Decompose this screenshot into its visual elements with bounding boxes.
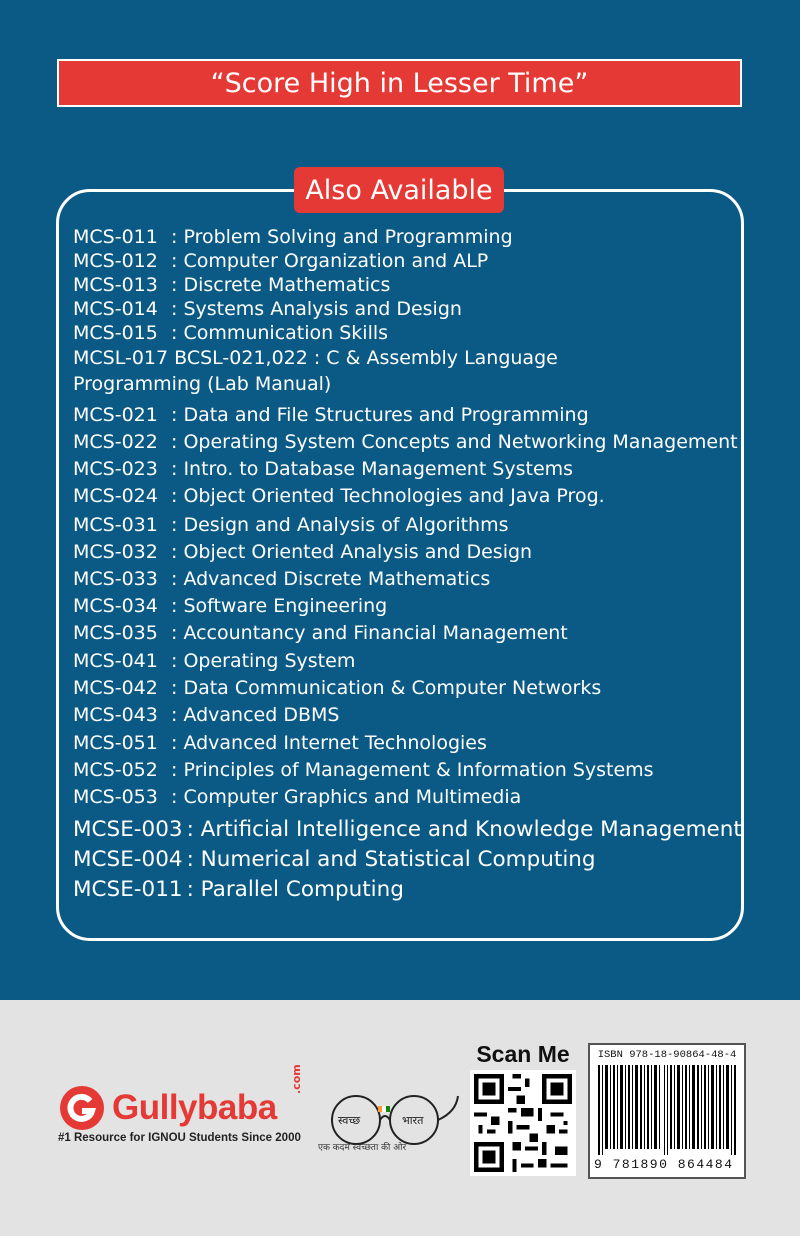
swachh-tagline: एक कदम स्वच्छता की ओर bbox=[318, 1143, 407, 1153]
list-item: MCS-011 : Problem Solving and Programming bbox=[73, 226, 513, 248]
barcode-icon bbox=[598, 1065, 736, 1155]
resource-line: #1 Resource for IGNOU Students Since 2000 bbox=[58, 1132, 301, 1144]
list-item: Programming (Lab Manual) bbox=[73, 373, 332, 395]
list-item: MCS-034 : Software Engineering bbox=[73, 595, 388, 617]
tagline-text: “Score High in Lesser Time” bbox=[210, 67, 589, 99]
list-item: MCS-012 : Computer Organization and ALP bbox=[73, 250, 489, 272]
isbn-barcode bbox=[588, 1043, 746, 1179]
panel-title-text: Also Available bbox=[305, 174, 493, 206]
brand-name: Gullybaba bbox=[112, 1088, 277, 1127]
swachh-left-text: स्वच्छ bbox=[338, 1114, 361, 1127]
list-item: MCS-013 : Discrete Mathematics bbox=[73, 274, 391, 296]
list-item: MCS-032 : Object Oriented Analysis and Design bbox=[73, 541, 533, 563]
list-item: MCS-031 : Design and Analysis of Algorithms bbox=[73, 514, 509, 536]
list-item: MCSE-004 : Numerical and Statistical Computing bbox=[73, 847, 596, 872]
list-item: MCS-033 : Advanced Discrete Mathematics bbox=[73, 568, 491, 590]
list-item: MCS-023 : Intro. to Database Management Systems bbox=[73, 458, 574, 480]
list-item: MCS-015 : Communication Skills bbox=[73, 322, 389, 344]
list-item: MCSE-003 : Artificial Intelligence and Knowledge Management bbox=[73, 817, 742, 842]
list-item: MCSL-017 BCSL-021,022 : C & Assembly Language bbox=[73, 347, 558, 369]
swachh-right-text: भारत bbox=[402, 1114, 424, 1127]
isbn-digits: 9 781890 864484 bbox=[594, 1157, 734, 1172]
list-item: MCS-043 : Advanced DBMS bbox=[73, 704, 340, 726]
list-item: MCSE-011 : Parallel Computing bbox=[73, 877, 404, 902]
qr-code-icon[interactable] bbox=[470, 1070, 576, 1176]
also-available-title bbox=[294, 167, 504, 213]
list-item: MCS-022 : Operating System Concepts and Networking Management bbox=[73, 431, 738, 453]
brand-suffix: .com bbox=[290, 1064, 303, 1094]
tagline-banner bbox=[57, 59, 742, 107]
list-item: MCS-041 : Operating System bbox=[73, 650, 356, 672]
scan-me-label: Scan Me bbox=[476, 1041, 570, 1067]
list-item: MCS-014 : Systems Analysis and Design bbox=[73, 298, 462, 320]
list-item: MCS-024 : Object Oriented Technologies and Java Prog. bbox=[73, 485, 605, 507]
list-item: MCS-053 : Computer Graphics and Multimedia bbox=[73, 786, 522, 808]
gullybaba-logo-icon bbox=[58, 1084, 110, 1132]
list-item: MCS-021 : Data and File Structures and Programming bbox=[73, 404, 589, 426]
list-item: MCS-052 : Principles of Management & Information Systems bbox=[73, 759, 654, 781]
list-item: MCS-051 : Advanced Internet Technologies bbox=[73, 732, 487, 754]
isbn-label: ISBN 978-18-90864-48-4 bbox=[597, 1049, 737, 1061]
list-item: MCS-035 : Accountancy and Financial Management bbox=[73, 622, 568, 644]
list-item: MCS-042 : Data Communication & Computer Networks bbox=[73, 677, 602, 699]
